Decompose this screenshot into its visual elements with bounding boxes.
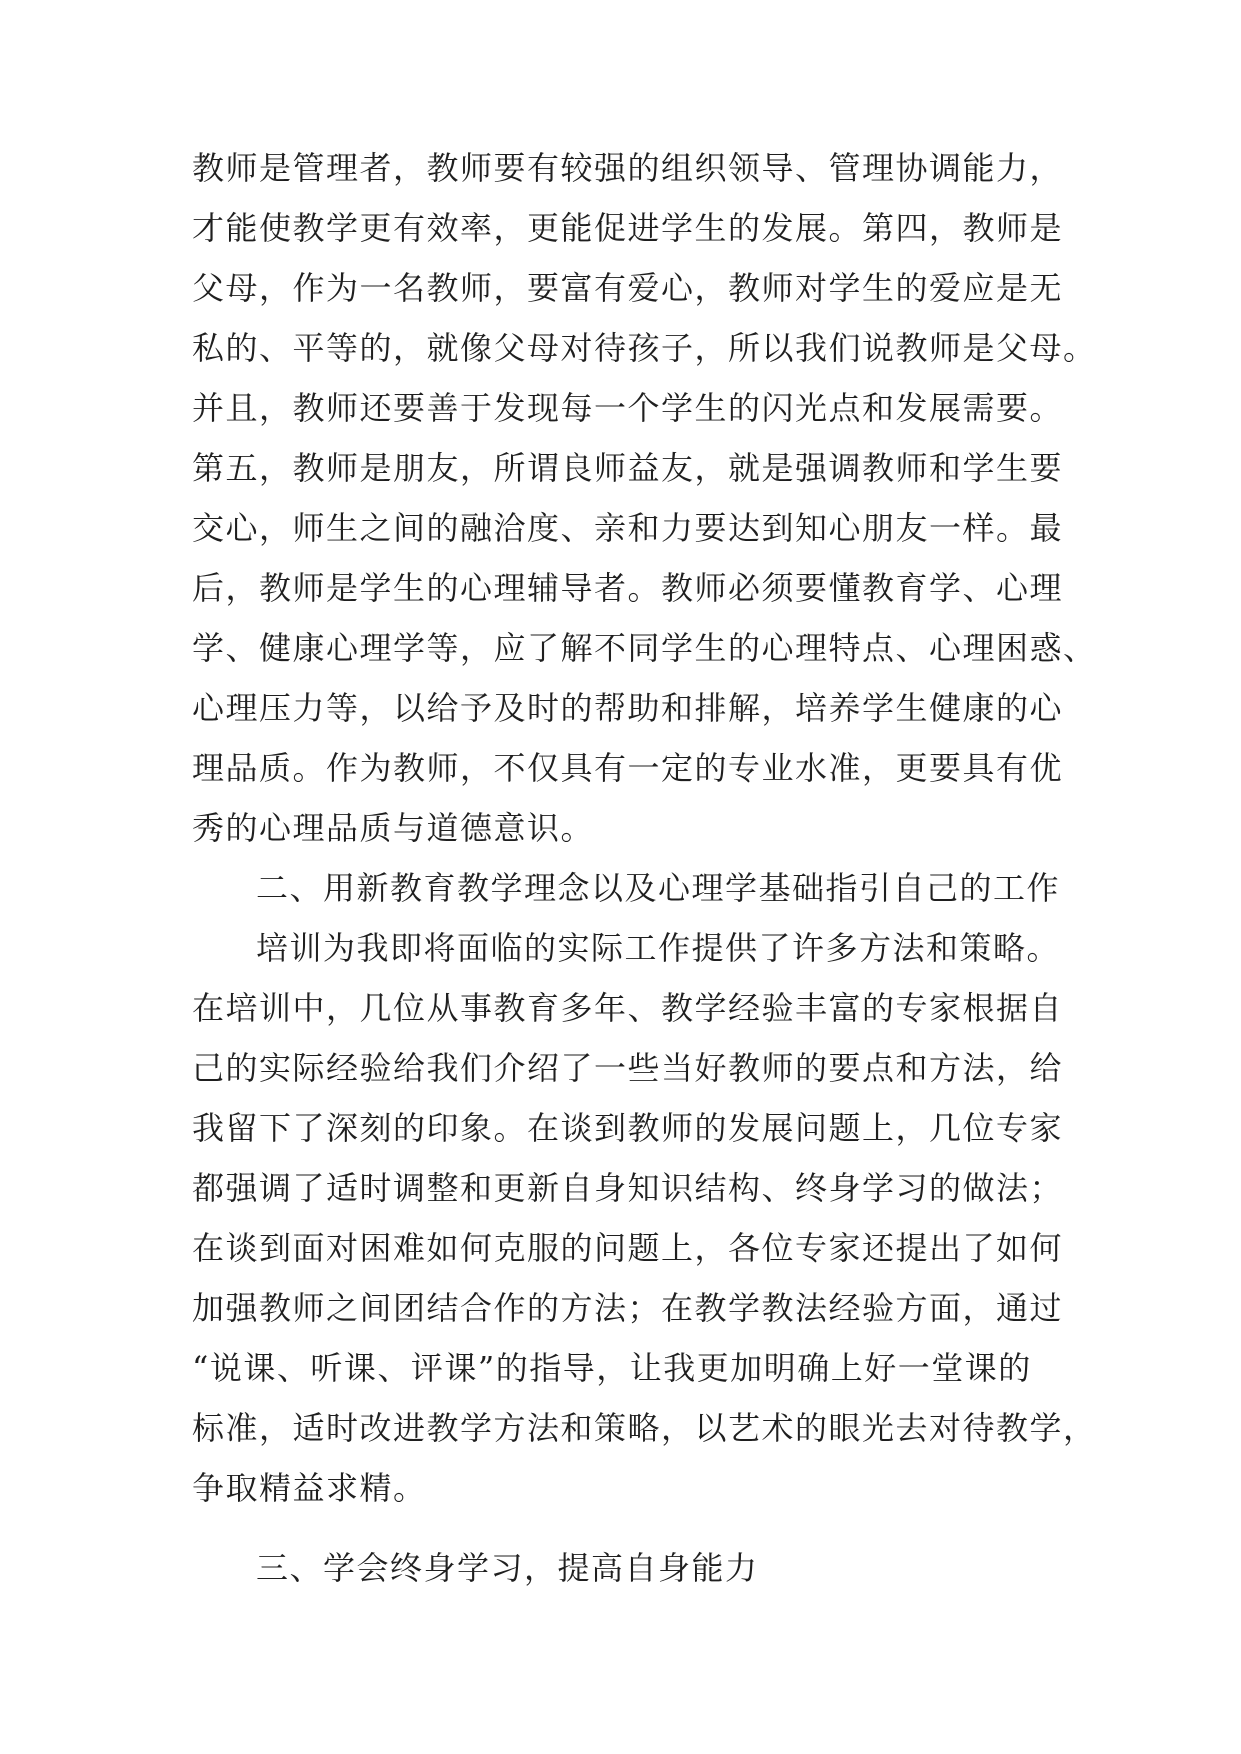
body-text-line: 才能使教学更有效率，更能促进学生的发展。第四，教师是 [192, 209, 1064, 247]
body-text-line: 我留下了深刻的印象。在谈到教师的发展问题上，几位专家 [192, 1109, 1064, 1147]
body-text-line: 标准，适时改进教学方法和策略，以艺术的眼光去对待教学， [192, 1409, 1097, 1447]
body-text-line: 己的实际经验给我们介绍了一些当好教师的要点和方法，给 [192, 1049, 1064, 1087]
body-text-line: 理品质。作为教师，不仅具有一定的专业水准，更要具有优 [192, 749, 1064, 787]
body-text-line: 都强调了适时调整和更新自身知识结构、终身学习的做法； [192, 1169, 1064, 1207]
section-heading-line: 三、学会终身学习，提高自身能力 [256, 1549, 759, 1587]
body-text-line: 争取精益求精。 [192, 1469, 427, 1507]
body-text-line: 在谈到面对困难如何克服的问题上，各位专家还提出了如何 [192, 1229, 1064, 1267]
body-text-line: 父母，作为一名教师，要富有爱心，教师对学生的爱应是无 [192, 269, 1064, 307]
body-text-line: “说课、听课、评课”的指导，让我更加明确上好一堂课的 [192, 1349, 1032, 1387]
body-text-line: 加强教师之间团结合作的方法；在教学教法经验方面，通过 [192, 1289, 1064, 1327]
body-text-line: 交心，师生之间的融洽度、亲和力要达到知心朋友一样。最 [192, 509, 1064, 547]
body-text-line: 私的、平等的，就像父母对待孩子，所以我们说教师是父母。 [192, 329, 1097, 367]
body-text-line: 后，教师是学生的心理辅导者。教师必须要懂教育学、心理 [192, 569, 1064, 607]
section-heading-line: 二、用新教育教学理念以及心理学基础指引自己的工作 [256, 869, 1061, 907]
body-text-line: 秀的心理品质与道德意识。 [192, 809, 595, 847]
section-heading-line: 培训为我即将面临的实际工作提供了许多方法和策略。 [256, 929, 1061, 967]
body-text-line: 心理压力等，以给予及时的帮助和排解，培养学生健康的心 [192, 689, 1064, 727]
body-text-line: 第五，教师是朋友，所谓良师益友，就是强调教师和学生要 [192, 449, 1064, 487]
body-text-line: 并且，教师还要善于发现每一个学生的闪光点和发展需要。 [192, 389, 1064, 427]
body-text-line: 学、健康心理学等，应了解不同学生的心理特点、心理困惑、 [192, 629, 1097, 667]
body-text-line: 在培训中，几位从事教育多年、教学经验丰富的专家根据自 [192, 989, 1064, 1027]
body-text-line: 教师是管理者，教师要有较强的组织领导、管理协调能力， [192, 149, 1064, 187]
